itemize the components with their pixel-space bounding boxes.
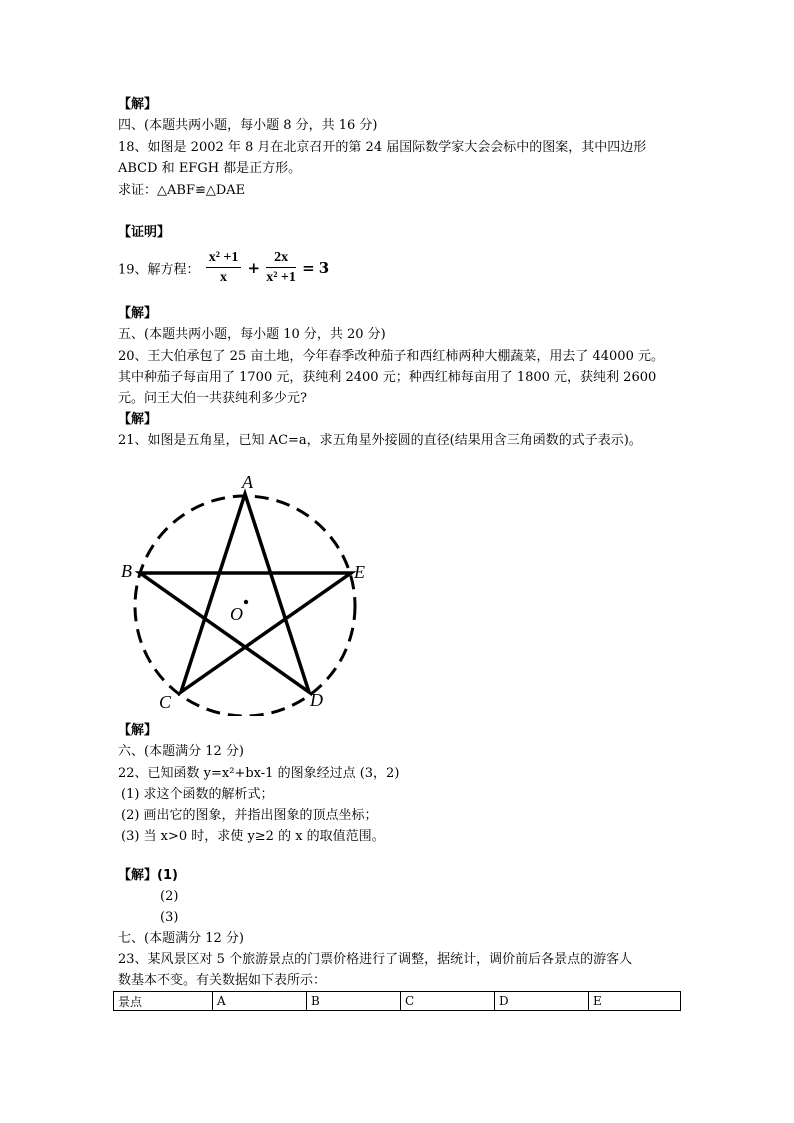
jie-5-sub3: (3) (160, 910, 179, 925)
q18-line2: ABCD 和 EFGH 都是正方形。 (118, 161, 302, 176)
label-A: A (242, 472, 253, 492)
q19-rhs: 3 (318, 259, 330, 277)
q22-sub1: (1) 求这个函数的解析式； (121, 787, 274, 802)
table-cell: C (401, 992, 495, 1011)
section5-header: 五、(本题共两小题，每小题 10 分，共 20 分) (118, 327, 386, 342)
section4-header: 四、(本题共两小题，每小题 8 分，共 16 分) (118, 118, 378, 133)
label-E: E (354, 562, 365, 582)
q18-line1: 18、如图是 2002 年 8 月在北京召开的第 24 届国际数学家大会会标中的图案，其中四边形 (118, 140, 647, 155)
center-point (244, 600, 248, 604)
q22-sub2: (2) 画出它的图象，并指出图象的顶点坐标； (121, 808, 378, 823)
q19-prefix: 19、解方程： (118, 262, 200, 278)
q19-equation (118, 250, 329, 286)
jie-label-3: 【解】 (118, 412, 158, 427)
q22-sub3: (3) 当 x>0 时，求使 y≥2 的 x 的取值范围。 (121, 829, 385, 844)
jie-label-5: 【解】(1) (118, 868, 178, 883)
jie-label-1: 【解】 (118, 97, 158, 112)
q19-frac2-num: 2x (266, 250, 296, 268)
q21-line1: 21、如图是五角星，已知 AC=a，求五角星外接圆的直径(结果用含三角函数的式子表示)。 (118, 433, 642, 448)
q19-frac1 (206, 250, 242, 286)
proof-label: 【证明】 (118, 225, 171, 240)
q19-frac1-den: x (220, 270, 228, 285)
q19-plus: + (247, 259, 261, 277)
circumcircle (135, 496, 355, 716)
q22-line1: 22、已知函数 y=x²+bx-1 的图象经过点 (3，2) (118, 766, 400, 781)
label-B: B (121, 561, 132, 581)
q23-line2: 数基本不变。有关数据如下表所示： (118, 973, 327, 988)
table-cell: B (307, 992, 401, 1011)
q19-equals: = (302, 259, 315, 277)
jie-5-sub2: (2) (160, 889, 179, 904)
section6-header: 六、(本题满分 12 分) (118, 744, 244, 759)
q18-line3: 求证：△ABF≌△DAE (118, 183, 246, 198)
label-O: O (230, 604, 243, 624)
jie-label-4: 【解】 (118, 723, 158, 738)
q20-line1: 20、王大伯承包了 25 亩土地，今年春季改种茄子和西红柿两种大棚蔬菜，用去了 44000 元。 (118, 349, 664, 364)
q19-frac2-den: x² +1 (266, 270, 296, 285)
q19-frac1-num: x² +1 (206, 250, 242, 268)
q23-line1: 23、某风景区对 5 个旅游景点的门票价格进行了调整，据统计，调价前后各景点的游客人 (118, 952, 633, 967)
table-cell: 景点 (114, 992, 213, 1011)
label-D: D (310, 690, 323, 710)
label-C: C (159, 692, 172, 712)
table-cell: E (589, 992, 681, 1011)
price-table (113, 991, 681, 1011)
q20-line3: 元。问王大伯一共获纯利多少元? (118, 391, 307, 406)
pentagram-figure (118, 466, 368, 716)
section7-header: 七、(本题满分 12 分) (118, 931, 244, 946)
q19-frac2 (266, 250, 296, 286)
table-cell: D (495, 992, 589, 1011)
table-cell: A (213, 992, 307, 1011)
table-header-row (114, 992, 681, 1011)
jie-label-2: 【解】 (118, 306, 158, 321)
q20-line2: 其中种茄子每亩用了 1700 元，获纯利 2400 元；种西红柿每亩用了 1800 元，获纯利 2600 (118, 370, 657, 385)
